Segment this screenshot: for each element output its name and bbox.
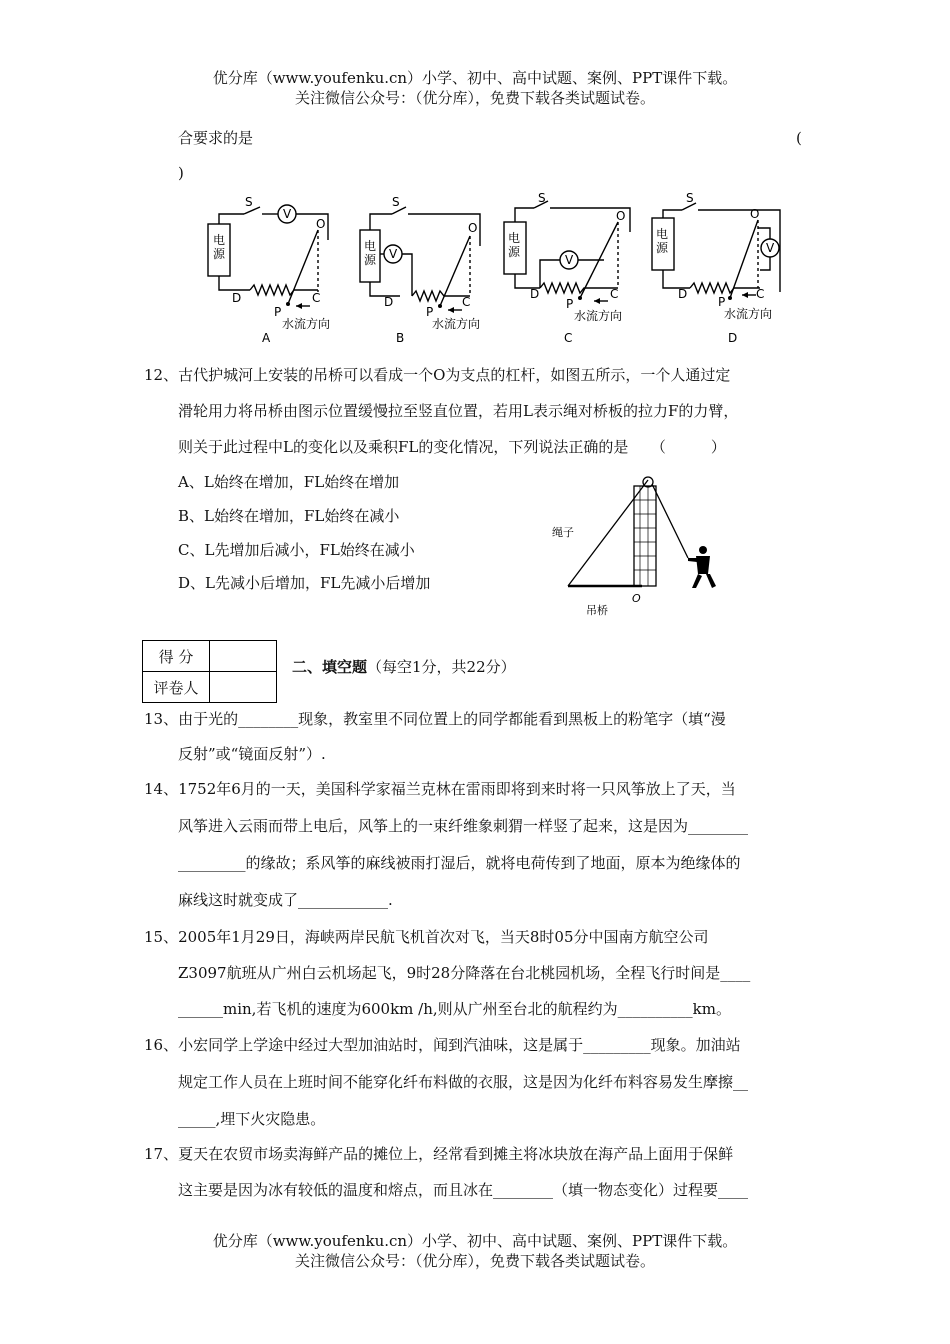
q12-option-c: C、L先增加后减小，FL始终在减小 <box>178 541 415 559</box>
label-power-b: 电源 <box>364 239 377 267</box>
q13-line-2: 反射”或“镜面反射”）. <box>178 745 326 763</box>
label-d-b: D <box>384 295 394 309</box>
label-power-c: 电源 <box>508 231 521 259</box>
label-d-c: D <box>530 287 540 301</box>
q15-line-2: Z3097航班从广州白云机场起飞，9时28分降落在台北桃园机场，全程飞行时间是____ <box>178 964 751 982</box>
label-c-a: C <box>312 291 321 305</box>
q11-text-end: 合要求的是 <box>178 129 254 147</box>
label-s-c: S <box>538 192 546 205</box>
label-v-b: V <box>389 247 398 261</box>
label-p-b: P <box>426 305 434 319</box>
fig-bridge-label: 吊桥 <box>586 604 608 617</box>
footer-line-2: 关注微信公众号：（优分库），免费下载各类试题试卷。 <box>294 1252 655 1270</box>
q13-line-1: 13、由于光的________现象，教室里不同位置上的同学都能看到黑板上的粉笔字（填“漫 <box>144 710 726 728</box>
option-a: A <box>262 331 271 344</box>
fig-pivot-label: O <box>632 592 641 605</box>
header-line-1: 优分库（www.youfenku.cn）小学、初中、高中试题、案例、PPT课件下载。 <box>212 69 738 87</box>
q16-line-3: _____,埋下火灾隐患。 <box>178 1110 326 1128</box>
q12-option-b: B、L始终在增加，FL始终在减小 <box>178 507 400 525</box>
section-2-title <box>292 656 516 677</box>
q14-line-4: 麻线这时就变成了____________. <box>178 891 393 909</box>
label-o-b: O <box>468 221 478 235</box>
label-c-b: C <box>462 295 471 309</box>
score-table <box>142 640 277 703</box>
score-cell[interactable] <box>210 641 277 672</box>
circuit-d <box>652 203 780 298</box>
label-v-a: V <box>283 207 292 221</box>
q14-line-2: 风筝进入云雨而带上电后，风筝上的一束纤维象刺猬一样竖了起来，这是因为________ <box>178 817 749 835</box>
header-line-2: 关注微信公众号：（优分库），免费下载各类试题试卷。 <box>294 89 655 107</box>
fig-rope-label: 绳子 <box>552 526 574 539</box>
q16-line-2: 规定工作人员在上班时间不能穿化纤布料做的衣服，这是因为化纤布料容易发生摩擦__ <box>178 1073 749 1091</box>
label-p-a: P <box>274 305 282 319</box>
label-water-d: 水流方向 <box>724 307 773 321</box>
label-water-b: 水流方向 <box>432 317 481 331</box>
circuit-c <box>504 201 630 301</box>
q12-option-d: D、L先减小后增加，FL先减小后增加 <box>178 574 431 592</box>
q11-paren-open: ( <box>796 129 802 147</box>
label-o-d: O <box>750 207 760 221</box>
q11-paren-close: ) <box>178 164 184 182</box>
label-c-c: C <box>610 287 619 301</box>
score-label: 得 分 <box>143 641 210 672</box>
circuit-a <box>208 205 328 306</box>
label-water-a: 水流方向 <box>282 317 331 331</box>
label-d-d: D <box>678 287 688 301</box>
q12-option-a: A、L始终在增加，FL始终在增加 <box>178 473 400 491</box>
label-o-c: O <box>616 209 626 223</box>
q14-line-3: _________的缘故；系风筝的麻线被雨打湿后，就将电荷传到了地面，原本为绝缘体的 <box>178 854 741 872</box>
label-s-b: S <box>392 195 400 209</box>
label-d-a: D <box>232 291 242 305</box>
label-v-d: V <box>766 241 775 255</box>
label-c-d: C <box>756 287 765 301</box>
label-water-c: 水流方向 <box>574 309 623 323</box>
label-s-d: S <box>686 192 694 205</box>
q12-line-2: 滑轮用力将吊桥由图示位置缓慢拉至竖直位置，若用L表示绳对桥板的拉力F的力臂， <box>178 402 739 420</box>
q16-line-1: 16、小宏同学上学途中经过大型加油站时，闻到汽油味，这是属于_________现象。加油站 <box>144 1036 741 1054</box>
grader-cell[interactable] <box>210 672 277 703</box>
q12-line-1: 12、古代护城河上安装的吊桥可以看成一个O为支点的杠杆，如图五所示，一个人通过定 <box>144 366 731 384</box>
label-p-d: P <box>718 295 726 309</box>
label-v-c: V <box>565 253 574 267</box>
option-d: D <box>728 331 738 344</box>
q14-line-1: 14、1752年6月的一天，美国科学家福兰克林在雷雨即将到来时将一只风筝放上了天，当 <box>144 780 736 798</box>
label-s-a: S <box>245 195 253 209</box>
grader-label: 评卷人 <box>143 672 210 703</box>
q17-line-1: 17、夏天在农贸市场卖海鲜产品的摊位上，经常看到摊主将冰块放在海产品上面用于保鲜 <box>144 1145 734 1163</box>
footer-line-1: 优分库（www.youfenku.cn）小学、初中、高中试题、案例、PPT课件下载。 <box>212 1232 738 1250</box>
label-power-a: 电源 <box>213 233 226 261</box>
option-c: C <box>564 331 573 344</box>
person-pulling-icon <box>688 546 716 588</box>
q17-line-2: 这主要是因为冰有较低的温度和熔点，而且冰在________（填一物态变化）过程要____ <box>178 1181 749 1199</box>
q11-circuit-figures <box>200 192 800 344</box>
q12-drawbridge-figure <box>540 470 730 618</box>
label-o-a: O <box>316 217 326 231</box>
section-2-note: （每空1分，共22分） <box>367 658 516 676</box>
q15-line-3: ______min,若飞机的速度为600km /h,则从广州至台北的航程约为__________km。 <box>178 1000 731 1018</box>
label-p-c: P <box>566 297 574 311</box>
section-2-heading: 二、填空题 <box>292 658 368 676</box>
q12-line-3: 则关于此过程中L的变化以及乘积FL的变化情况，下列说法正确的是 （ ） <box>178 438 726 456</box>
q15-line-1: 15、2005年1月29日，海峡两岸民航飞机首次对飞，当天8时05分中国南方航空公司 <box>144 928 709 946</box>
option-b: B <box>396 331 405 344</box>
label-power-d: 电源 <box>656 227 669 255</box>
